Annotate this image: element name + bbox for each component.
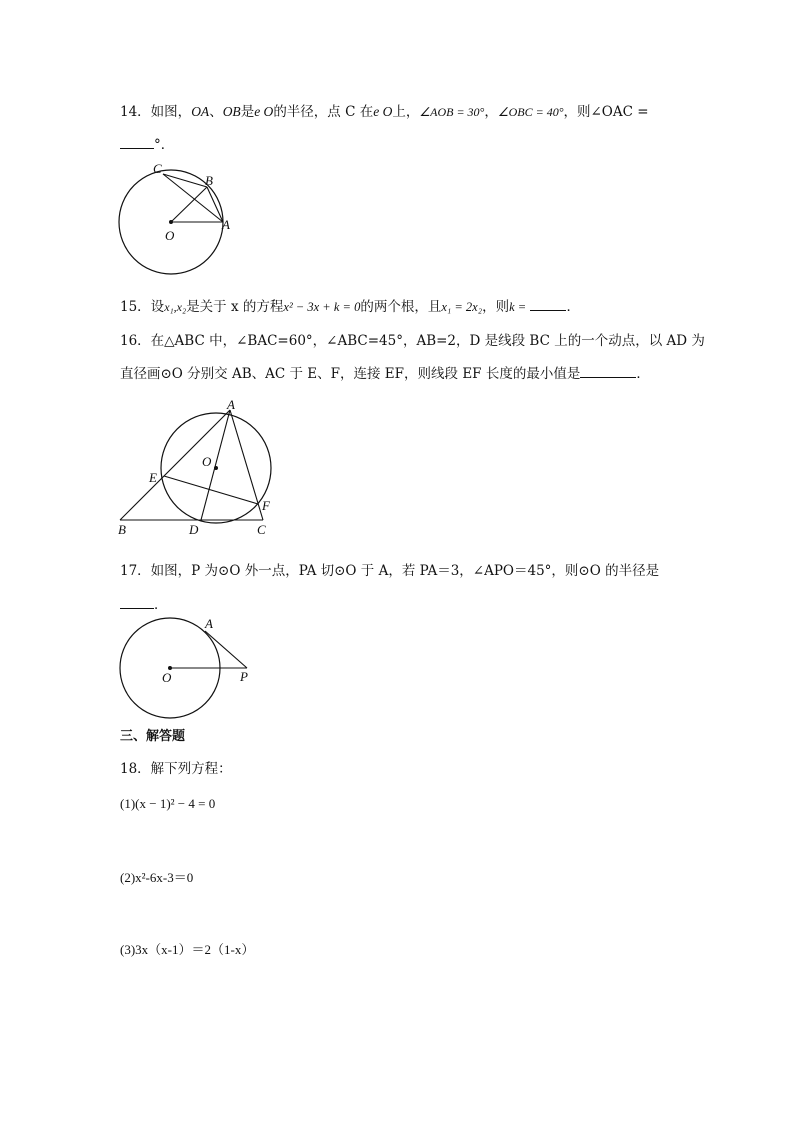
q17-label-a: A	[205, 616, 213, 631]
q18-part2: (2)x²-6x-3＝0	[120, 870, 194, 885]
q16-end: ．	[636, 366, 650, 382]
q15-part4: ，则	[482, 299, 510, 315]
q14-angle-aob: ∠AOB = 30°	[419, 105, 485, 119]
q14-angle-obc: ∠OBC = 40°	[497, 105, 564, 119]
q16-line2-text: 直径画⊙O 分别交 AB、AC 于 E、F，连接 EF，则线段 EF 长度的最小值是	[120, 366, 581, 382]
q16-line2	[120, 363, 650, 384]
q14-ob: OB	[222, 104, 241, 119]
q14-comma1: ，	[484, 104, 498, 120]
q14-label-o: O	[165, 228, 175, 243]
q15-k: k =	[509, 300, 527, 314]
q15-end: ．	[566, 299, 580, 315]
q16-label-d: D	[189, 522, 199, 537]
q15-line	[120, 296, 580, 317]
q16-label-o: O	[202, 454, 212, 469]
q14-circle-symbol-2: e O	[373, 104, 393, 119]
q15-vars: x₁,x₂	[164, 300, 187, 314]
q14-label-b: B	[205, 173, 213, 188]
q17-label-o: O	[162, 670, 172, 685]
q16-label-b: B	[118, 522, 126, 537]
q14-text3: 的半径，点 C 在	[273, 104, 374, 120]
q14-segment-cb	[163, 174, 207, 187]
q14-answer-blank	[120, 134, 154, 149]
q17-line2	[120, 594, 168, 615]
q18-title: 18．解下列方程：	[120, 761, 232, 777]
q17-label-p: P	[240, 669, 248, 684]
q16-answer-blank	[580, 363, 636, 378]
q18-part3: (3)3x（x-1）＝2（1-x）	[120, 942, 255, 957]
q17-tangent-pa	[205, 631, 247, 668]
q15-equation: x² − 3x + k = 0	[283, 300, 361, 314]
q16-line1: 16．在△ABC 中，∠BAC=60°，∠ABC=45°，AB=2，D 是线段 BC 上的一个动点，以 AD 为	[120, 333, 705, 349]
q15-part2: 是关于 x 的方程	[186, 299, 284, 315]
q15-part1: 15．设	[120, 299, 165, 315]
q14-label-a: A	[222, 217, 230, 232]
q18-part1: (1)(x − 1)² − 4 = 0	[120, 796, 216, 811]
q17-figure	[115, 614, 265, 724]
q14-tail: °．	[154, 137, 175, 153]
q16-label-e: E	[149, 470, 157, 485]
q16-label-c: C	[257, 522, 266, 537]
q16-label-a: A	[227, 397, 235, 412]
q14-text5: ，则∠OAC =	[563, 104, 649, 120]
q14-label-c: C	[153, 161, 162, 176]
q14-sep1: 、	[209, 104, 223, 120]
q16-label-f: F	[262, 498, 270, 513]
q16-segment-ba	[120, 410, 230, 520]
q15-part3: 的两个根，且	[360, 299, 442, 315]
q15-condition: x₁ = 2x₂	[441, 300, 483, 314]
q14-line2	[120, 134, 174, 155]
q14-center-dot	[169, 220, 173, 224]
q15-answer-blank	[530, 296, 566, 311]
q14-line1	[120, 102, 649, 122]
q14-segment-ca	[163, 174, 223, 222]
q17-line1: 17．如图，P 为⊙O 外一点，PA 切⊙O 于 A，若 PA＝3，∠APO＝45°，则⊙O 的半径是	[120, 563, 660, 579]
q16-figure	[115, 398, 285, 538]
q14-figure	[115, 158, 265, 278]
q14-text2: 是	[240, 104, 255, 120]
q14-circle-symbol-1: e O	[254, 104, 274, 119]
q14-number: 14．如图，	[120, 104, 192, 120]
q16-center-dot	[214, 466, 218, 470]
q14-text4: 上，	[392, 104, 420, 120]
section-3-title: 三、解答题	[120, 729, 186, 744]
q17-answer-blank	[120, 594, 154, 609]
q17-end: ．	[154, 597, 168, 613]
q14-oa: OA	[191, 104, 210, 119]
